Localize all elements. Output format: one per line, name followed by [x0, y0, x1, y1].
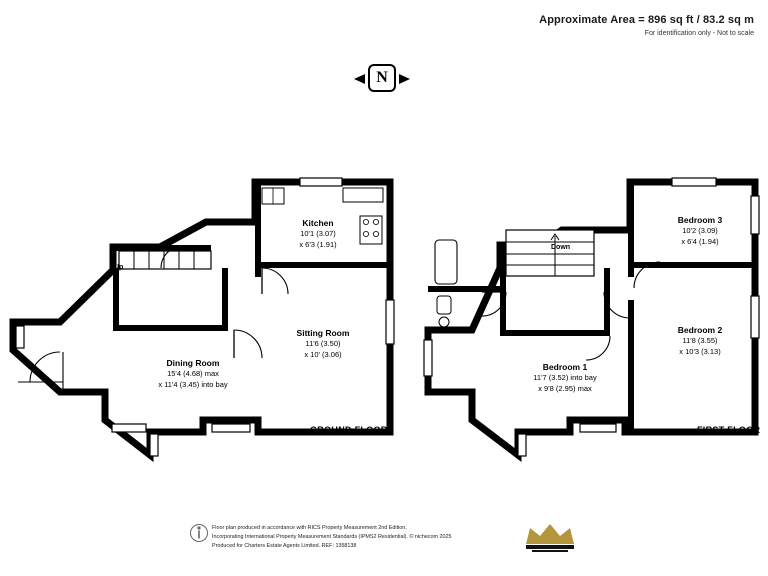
room-label-bedroom-1: Bedroom 1 11'7 (3.52) into bay x 9'8 (2.95) max	[533, 362, 597, 393]
first-floor-title: FIRST FLOOR	[697, 425, 761, 435]
ground-floor-stairs	[119, 251, 211, 269]
room-label-sitting-room: Sitting Room 11'6 (3.50) x 10' (3.06)	[296, 328, 350, 359]
approximate-area-text: Approximate Area = 896 sq ft / 83.2 sq m	[539, 14, 754, 26]
crown-logo-icon	[520, 518, 580, 552]
surveyor-icon	[190, 522, 208, 544]
footer-text	[212, 524, 542, 552]
room-label-kitchen: Kitchen 10'1 (3.07) x 6'3 (1.91)	[299, 218, 337, 249]
stairs-up-label: Up	[114, 264, 124, 271]
compass-label: N	[376, 69, 388, 86]
bathroom-fittings	[435, 240, 457, 327]
room-label-dining-room: Dining Room 15'4 (4.68) max x 11'4 (3.45) into bay	[158, 358, 228, 389]
identification-note-text: For identification only - Not to scale	[644, 30, 754, 37]
footer-line-2: Incorporating International Property Measurement Standards (IPMS2 Residential). © nichecom 2025	[212, 534, 452, 541]
ground-floor-title: GROUND FLOOR	[310, 425, 388, 435]
stairs-down-label: Down	[551, 244, 571, 251]
first-floor-stairs	[506, 230, 594, 276]
room-label-bedroom-3: Bedroom 3 10'2 (3.09) x 6'4 (1.94)	[677, 215, 723, 246]
footer-line-3: Produced for Charters Estate Agents Limited. REF: 1358138	[212, 543, 357, 550]
room-label-bedroom-2: Bedroom 2 11'8 (3.55) x 10'3 (3.13)	[677, 325, 723, 356]
footer-line-1: Floor plan produced in accordance with RICS Property Measurement 2nd Edition,	[212, 525, 407, 531]
